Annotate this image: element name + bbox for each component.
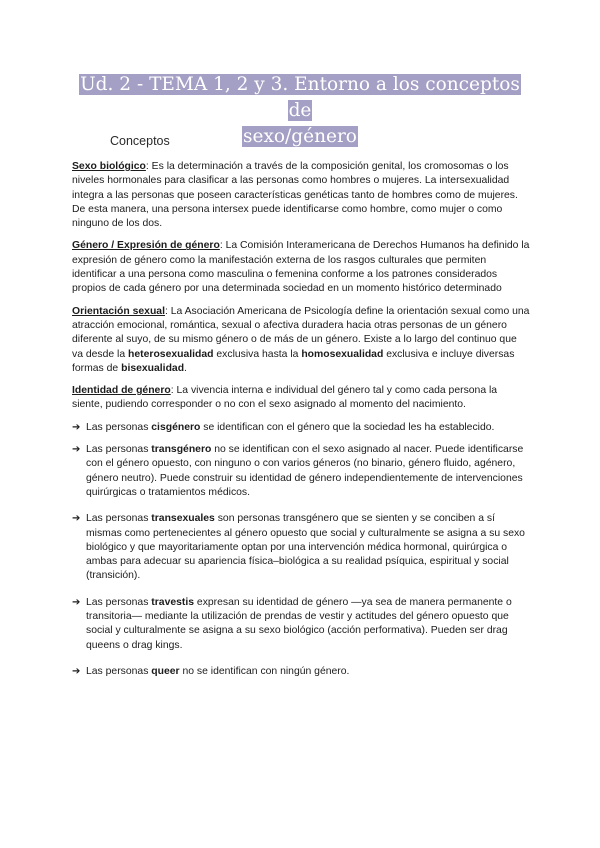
document-body bbox=[72, 160, 530, 687]
bold-heterosexualidad: heterosexualidad bbox=[128, 348, 214, 360]
bullet-text: Las personas bbox=[86, 665, 152, 677]
bullet-text: Las personas bbox=[86, 513, 152, 525]
bullet-text: expresan su identidad de género —ya sea de manera permanente o transitoria— mediante la utilización de prendas de vestir y actitudes del género opuesto que social y culturalmente se asigna a su sexo biológico (acción performativa). Pueden ser drag queens o drag kings. bbox=[86, 596, 512, 651]
bullet-bold-term: transexuales bbox=[151, 513, 215, 525]
bullet-text: son personas transgénero que se sienten y se conciben a sí mismas como pertenecientes al género opuesto que social y culturalmente se asigna a su sexo biológico y que mayoritariamente optan por una intervención médica hormonal, quirúrgica o ambas para adecuar su apariencia física–biológica a su realidad psíquica, espiritual y social (transición). bbox=[86, 513, 525, 582]
definition-text: : La Asociación Americana de Psicología define la orientación sexual como una atracción emocional, romántica, sexual o afectiva duradera hacia otras personas de un género diferente al suyo, de su mismo género o de más de un género. Existe a lo largo del continuo que va desde la bbox=[72, 305, 530, 360]
definition-term: Orientación sexual bbox=[72, 305, 165, 317]
definition-term: Identidad de género bbox=[72, 385, 171, 397]
bullet-bold-term: transgénero bbox=[151, 444, 212, 456]
bold-bisexualidad: bisexualidad bbox=[121, 362, 185, 374]
bullet-bold-term: travestis bbox=[151, 596, 195, 608]
bullet-bold-term: queer bbox=[151, 665, 180, 677]
definition-text: : La vivencia interna e individual del género tal y como cada persona la siente, pudiendo corresponder o no con el sexo asignado al momento del nacimiento. bbox=[72, 385, 498, 411]
definition-term: Sexo biológico bbox=[72, 161, 146, 172]
definition-text: exclusiva e incluye diversas formas de bbox=[72, 348, 515, 374]
definition-sexo-biologico bbox=[72, 160, 530, 231]
bullet-text: Las personas bbox=[86, 596, 152, 608]
definition-identidad-genero bbox=[72, 384, 530, 413]
definition-text: . bbox=[184, 362, 187, 374]
title-line-2: sexo/género bbox=[243, 126, 357, 147]
list-item-queer bbox=[72, 665, 530, 679]
arrow-right-icon: ➔ bbox=[72, 444, 81, 456]
definition-orientacion-sexual bbox=[72, 305, 530, 376]
definition-text: : La Comisión Interamericana de Derechos Humanos ha definido la expresión de género como la manifestación externa de los rasgos culturales que permiten identificar a una persona como masculina o femenina conforme a los patrones considerados propios de cada género por una determinada sociedad en un momento histórico determinado bbox=[72, 240, 530, 295]
bold-homosexualidad: homosexualidad bbox=[301, 348, 384, 360]
arrow-right-icon: ➔ bbox=[72, 596, 81, 608]
bullet-text: Las personas bbox=[86, 421, 152, 433]
list-item-transgenero bbox=[72, 443, 530, 500]
arrow-right-icon: ➔ bbox=[72, 665, 81, 677]
definition-genero bbox=[72, 239, 530, 296]
list-item-travestis bbox=[72, 596, 530, 653]
definition-text: exclusiva hasta la bbox=[213, 348, 302, 360]
definition-text: : Es la determinación a través de la composición genital, los cromosomas o los niveles hormonales para clasificar a las personas como hombres o mujeres. La intersexualidad integra a las personas que poseen características genéticas tanto de hombres como de mujeres. De esta manera, una persona intersex puede identificarse como hombre, como mujer o como ninguno de los dos. bbox=[72, 161, 518, 230]
bullet-bold-term: cisgénero bbox=[151, 421, 201, 433]
bullet-text: no se identifican con ningún género. bbox=[179, 665, 350, 677]
arrow-right-icon: ➔ bbox=[72, 421, 81, 433]
list-item-cisgenero bbox=[72, 421, 530, 435]
identity-bullet-list bbox=[72, 421, 530, 679]
section-heading: Conceptos bbox=[110, 134, 170, 148]
bullet-text: se identifican con el género que la sociedad les ha establecido. bbox=[200, 421, 495, 433]
title-line-1: Ud. 2 - TEMA 1, 2 y 3. Entorno a los conceptos de bbox=[80, 74, 520, 121]
list-item-transexuales bbox=[72, 512, 530, 583]
definition-term: Género / Expresión de género bbox=[72, 240, 220, 252]
arrow-right-icon: ➔ bbox=[72, 513, 81, 525]
bullet-text: Las personas bbox=[86, 444, 152, 456]
bullet-text: no se identifican con el sexo asignado al nacer. Puede identificarse con el género opuesto, con ninguno o con varios géneros (no binario, género fluido, agénero, género neutro). Puede construir su identidad de género independientemente de intervenciones quirúrgicas o tratamientos médicos. bbox=[86, 444, 524, 498]
